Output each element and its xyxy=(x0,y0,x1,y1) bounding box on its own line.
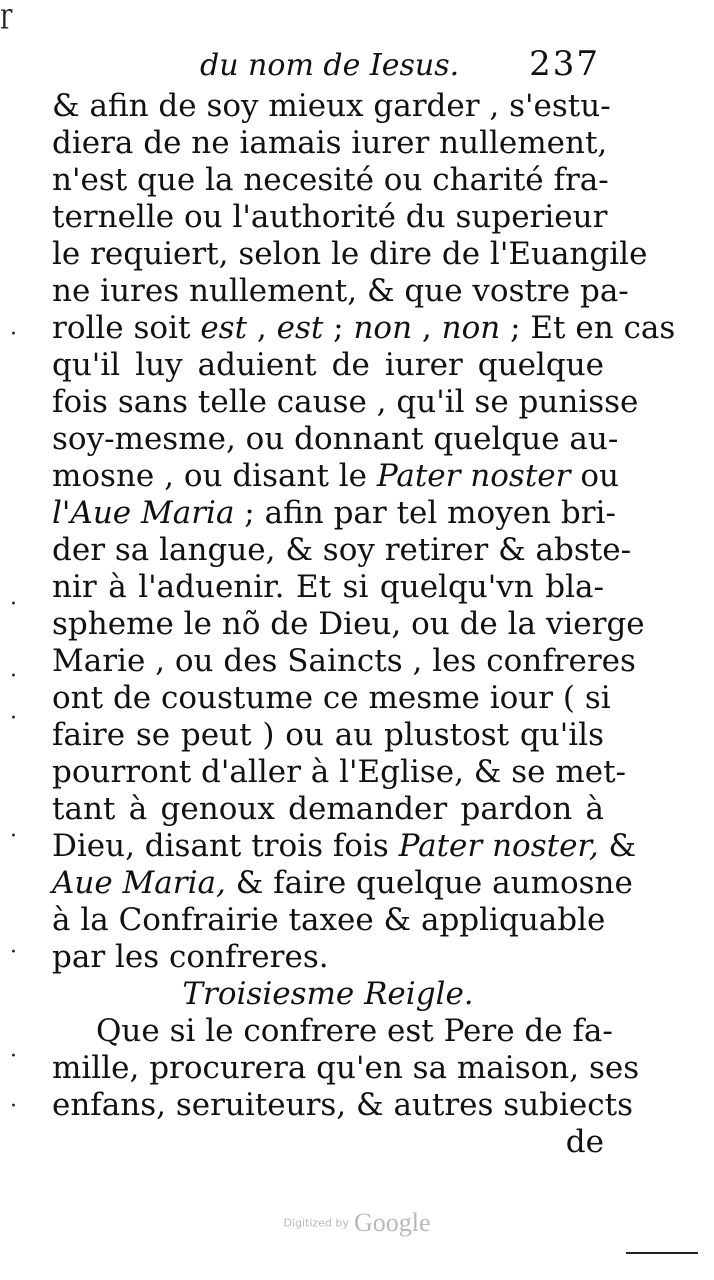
text-line: mosne , ou disant le Pater noster ou xyxy=(52,458,619,494)
text-line: n'est que la necesité ou charité fra- xyxy=(52,162,609,198)
text-line: fois sans telle cause , qu'il se punisse xyxy=(52,384,639,420)
margin-mark: · xyxy=(10,1044,17,1069)
text-line: pourront d'aller à l'Eglise, & se met- xyxy=(52,754,627,790)
text-line: nir à l'aduenir. Et si quelqu'vn bla- xyxy=(52,569,604,605)
text-line: tant à genoux demander pardon à xyxy=(52,791,604,827)
text-line: enfans, seruiteurs, & autres subiects xyxy=(52,1087,633,1123)
text-line: Que si le confrere est Pere de fa- xyxy=(96,1013,613,1049)
watermark-small-text: Digitized by xyxy=(283,1216,349,1230)
text-line: le requiert, selon le dire de l'Euangile xyxy=(52,236,648,272)
text-line: der sa langue, & soy retirer & abste- xyxy=(52,532,632,568)
text-line: qu'il luy aduient de iurer quelque xyxy=(52,347,604,383)
text-line: & afin de soy mieux garder , s'estu- xyxy=(52,88,611,124)
text-line: à la Confrairie taxee & appliquable xyxy=(52,902,606,938)
text-line: soy-mesme, ou donnant quelque au- xyxy=(52,421,619,457)
text-line: ne iures nullement, & que vostre pa- xyxy=(52,273,629,309)
digitized-watermark xyxy=(0,1208,714,1238)
text-line: diera de ne iamais iurer nullement, xyxy=(52,125,608,161)
margin-mark: · xyxy=(10,706,17,731)
catchword: de xyxy=(565,1124,604,1160)
margin-mark: · xyxy=(10,824,17,849)
watermark-logo-text: Google xyxy=(354,1208,431,1237)
text-line: Aue Maria, & faire quelque aumosne xyxy=(52,865,633,901)
text-line: faire se peut ) ou au plustost qu'ils xyxy=(52,717,604,753)
page-edge-rule xyxy=(626,1252,698,1254)
page-number: 237 xyxy=(529,44,600,84)
running-head: du nom de Iesus. xyxy=(200,48,460,83)
margin-mark: · xyxy=(10,592,17,617)
body-text xyxy=(52,88,676,1161)
text-line: rolle soit est , est ; non , non ; Et en cas xyxy=(52,310,676,346)
margin-mark: · xyxy=(10,1094,17,1119)
section-heading: Troisiesme Reigle. xyxy=(182,976,474,1012)
corner-ink-mark: ɼ xyxy=(0,0,13,30)
margin-mark: · xyxy=(10,322,17,347)
text-line: par les confreres. xyxy=(52,939,329,975)
margin-mark: · xyxy=(10,664,17,689)
text-line: Marie , ou des Saincts , les confreres xyxy=(52,643,636,679)
text-line: ont de coustume ce mesme iour ( si xyxy=(52,680,611,716)
margin-mark: · xyxy=(10,940,17,965)
text-line: ternelle ou l'authorité du superieur xyxy=(52,199,608,235)
page-header xyxy=(60,44,600,90)
text-line: Dieu, disant trois fois Pater noster, & xyxy=(52,828,637,864)
text-line: mille, procurera qu'en sa maison, ses xyxy=(52,1050,640,1086)
text-line: l'Aue Maria ; afin par tel moyen bri- xyxy=(52,495,616,531)
text-line: spheme le nõ de Dieu, ou de la vierge xyxy=(52,606,645,642)
